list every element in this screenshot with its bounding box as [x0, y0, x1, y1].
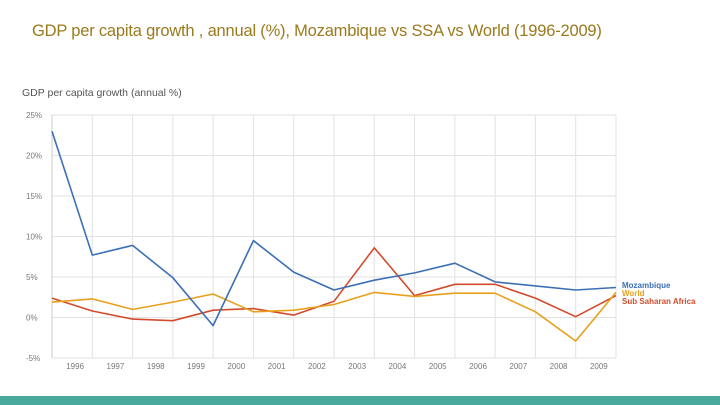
x-tick-label: 2005 [428, 362, 447, 371]
slide-title: GDP per capita growth , annual (%), Mozambique vs SSA vs World (1996-2009) [32, 22, 602, 40]
chart-title: GDP per capita growth (annual %) [22, 87, 182, 99]
x-tick-label: 2002 [307, 362, 326, 371]
x-tick-label: 1997 [106, 362, 125, 371]
x-tick-label: 1998 [146, 362, 165, 371]
x-tick-label: 1996 [66, 362, 85, 371]
x-tick-label: 1999 [187, 362, 205, 371]
x-tick-label: 2007 [509, 362, 528, 371]
footer-accent-bar [0, 396, 720, 405]
x-tick-label: 2004 [388, 362, 407, 371]
x-tick-label: 2000 [227, 362, 246, 371]
y-tick-label: 15% [26, 192, 43, 201]
x-tick-label: 2006 [469, 362, 487, 371]
y-tick-label: 5% [26, 273, 38, 282]
y-tick-label: 25% [26, 111, 43, 120]
x-tick-label: 2001 [267, 362, 286, 371]
legend-entry-mozambique: Mozambique [622, 281, 671, 290]
legend-entry-world: World [622, 289, 645, 298]
x-tick-label: 2003 [348, 362, 367, 371]
y-tick-label: 0% [26, 313, 38, 323]
y-tick-label: 20% [26, 151, 43, 161]
legend-entry-sub-saharan-africa: Sub Saharan Africa [622, 297, 696, 306]
y-tick-label: 10% [26, 232, 43, 242]
x-tick-label: 2008 [549, 362, 568, 371]
x-tick-label: 2009 [589, 362, 608, 371]
y-tick-label: -5% [26, 354, 41, 363]
